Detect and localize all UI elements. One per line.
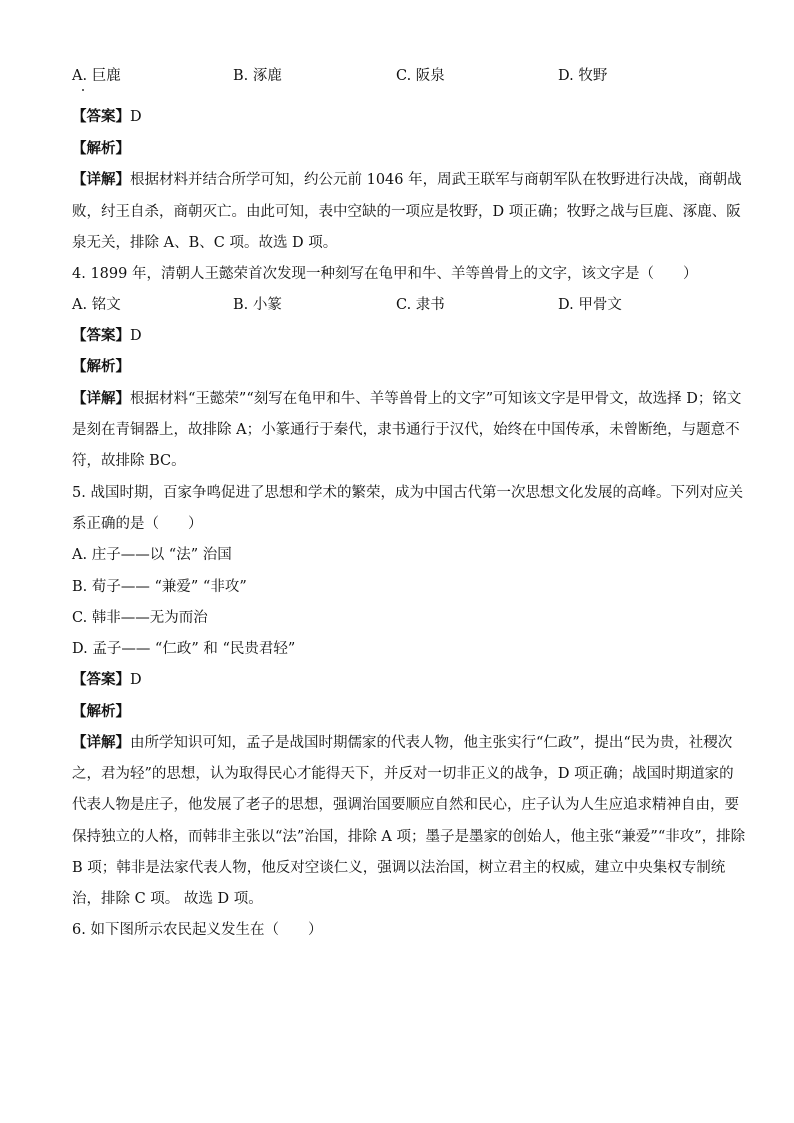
q5-question-line-2: 系正确的是（ ） <box>72 516 203 532</box>
q5-option-c: C. 韩非——无为而治 <box>72 610 208 626</box>
q5-detail-line-5: B 项；韩非是法家代表人物，他反对空谈仁义，强调以法治国，树立君主的权威，建立中央集权专制统 <box>72 860 726 876</box>
q5-detail-line-6: 治，排除 C 项。 故选 D 项。 <box>72 891 263 907</box>
section-label: 【答案】 <box>72 671 130 688</box>
section-label: 【详解】 <box>72 734 130 751</box>
q4-option-d: D. 甲骨文 <box>558 297 622 313</box>
q3-option-d: D. 牧野 <box>558 68 608 84</box>
stray-dot <box>82 89 84 91</box>
section-label: 【详解】 <box>72 390 130 407</box>
q4-question: 4. 1899 年，清朝人王懿荣首次发现一种刻写在龟甲和牛、羊等兽骨上的文字，该文字是（ ） <box>72 266 698 282</box>
q5-detail-line-2: 之，君为轻”的思想，认为取得民心才能得天下，并反对一切非正义的战争，D 项正确；战国时期道家的 <box>72 766 734 782</box>
q5-option-d: D. 孟子—— “仁政” 和 “民贵君轻” <box>72 641 296 657</box>
q4-answer: 【答案】D <box>72 327 142 344</box>
section-label: 【解析】 <box>72 703 130 720</box>
q4-detail-line-1: 【详解】根据材料“王懿荣”“刻写在龟甲和牛、羊等兽骨上的文字”可知该文字是甲骨文，故选择 D；铭文 <box>72 390 742 407</box>
q3-detail-line-3: 泉无关，排除 A、B、C 项。故选 D 项。 <box>72 235 338 251</box>
q5-option-a: A. 庄子——以 “法” 治国 <box>72 547 232 563</box>
q4-analysis-label <box>72 357 722 377</box>
q5-detail-line-3: 代表人物是庄子，他发展了老子的思想，强调治国要顺应自然和民心，庄子认为人生应追求精神自由，要 <box>72 797 739 813</box>
q4-detail-line-3: 符，故排除 BC。 <box>72 453 186 469</box>
q6-question: 6. 如下图所示农民起义发生在（ ） <box>72 922 323 938</box>
section-label: 【答案】 <box>72 108 130 125</box>
q3-detail-line-2: 败，纣王自杀，商朝灭亡。由此可知，表中空缺的一项应是牧野，D 项正确；牧野之战与巨鹿、涿鹿、阪 <box>72 204 741 220</box>
q4-option-c: C. 隶书 <box>396 297 445 313</box>
q5-question-line-1: 5. 战国时期，百家争鸣促进了思想和学术的繁荣，成为中国古代第一次思想文化发展的高峰。下列对应关 <box>72 485 743 501</box>
q5-detail-line-4: 保持独立的人格，而韩非主张以“法”治国，排除 A 项；墨子是墨家的创始人，他主张“兼爱”“非攻”，排除 <box>72 829 746 845</box>
section-label: 【详解】 <box>72 171 130 188</box>
q3-option-b: B. 涿鹿 <box>233 68 282 84</box>
q3-option-c: C. 阪泉 <box>396 68 445 84</box>
q5-detail-line-1: 【详解】由所学知识可知，孟子是战国时期儒家的代表人物，他主张实行“仁政”，提出“民为贵，社稷次 <box>72 734 733 751</box>
q4-option-a: A. 铭文 <box>72 297 121 313</box>
section-label: 【解析】 <box>72 140 130 157</box>
q3-detail-line-1: 【详解】根据材料并结合所学可知，约公元前 1046 年，周武王联军与商朝军队在牧野进行决战，商朝战 <box>72 171 742 188</box>
q5-answer: 【答案】D <box>72 671 142 688</box>
q3-option-a: A. 巨鹿 <box>72 68 121 84</box>
q5-analysis-label <box>72 702 722 722</box>
q4-detail-line-2: 是刻在青铜器上，故排除 A；小篆通行于秦代，隶书通行于汉代，始终在中国传承，未曾断绝，与题意不 <box>72 422 740 438</box>
q5-option-b: B. 荀子—— “兼爱” “非攻” <box>72 579 247 595</box>
section-label: 【解析】 <box>72 358 130 375</box>
q3-analysis-label <box>72 139 722 159</box>
section-label: 【答案】 <box>72 327 130 344</box>
q3-answer: 【答案】D <box>72 108 142 125</box>
q4-option-b: B. 小篆 <box>233 297 282 313</box>
